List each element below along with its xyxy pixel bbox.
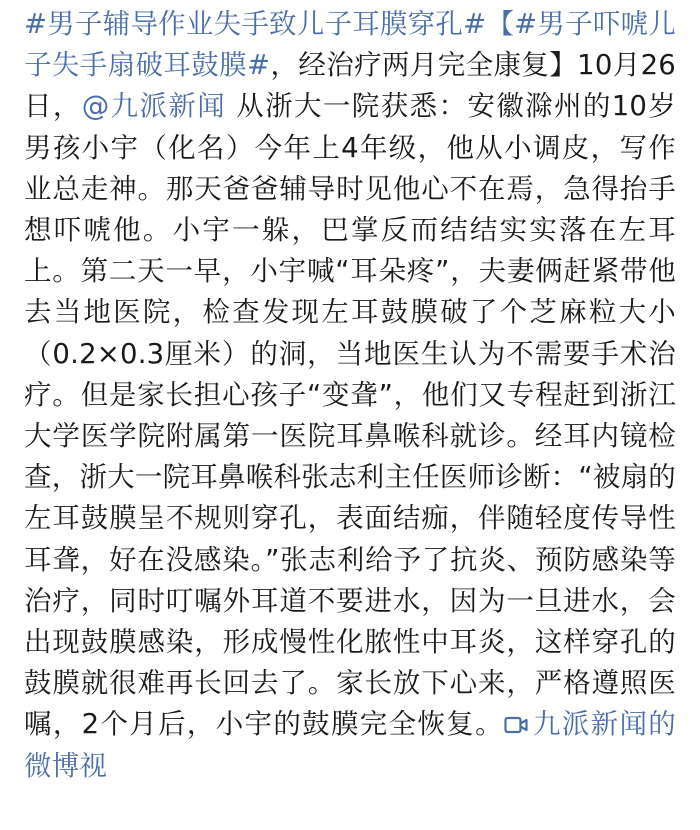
- headline-tail: ，经治疗两月完全康复】: [270, 49, 578, 82]
- hashtag-link-2[interactable]: 【#男子吓唬儿子失手扇破耳鼓膜#: [24, 8, 676, 82]
- mention-link[interactable]: @九派新闻: [81, 90, 227, 123]
- weibo-post-text: [24, 0, 676, 787]
- post-body: 从浙大一院获悉：安徽滁州的10岁男孩小宇（化名）今年上4年级，他从小调皮，写作业总走神。那天爸爸辅导时见他心不在焉，急得抬手想吓唬他。小宇一躲，巴掌反而结结实实落在左耳上。第二天一早，小宇喊“耳朵疼”，夫妻俩赶紧带他去当地医院，检查发现左耳鼓膜破了个芝麻粒大小（0.2×0.3厘米）的洞，当地医生认为不需要手术治疗。但是家长担心孩子“变聋”，他们又专程赶到浙江大学医学院附属第一医院耳鼻喉科就诊。经耳内镜检查，浙大一院耳鼻喉科张志利主任医师诊断：“被扇的左耳鼓膜呈不规则穿孔，表面结痂，伴随轻度传导性耳聋，好在没感染。”张志利给予了抗炎、预防感染等治疗，同时叮嘱外耳道不要进水，因为一旦进水，会出现鼓膜感染，形成慢性化脓性中耳炎，这样穿孔的鼓膜就很难再长回去了。家长放下心来，严格遵照医嘱，2个月后，小宇的鼓膜完全恢复。: [24, 90, 676, 741]
- video-link-label: 九派新闻的微博视: [24, 708, 676, 782]
- video-camera-icon: [504, 706, 528, 726]
- hashtag-link-1[interactable]: #男子辅导作业失手致儿子耳膜穿孔#: [24, 8, 487, 40]
- date-prefix: 10月26日，: [24, 49, 676, 123]
